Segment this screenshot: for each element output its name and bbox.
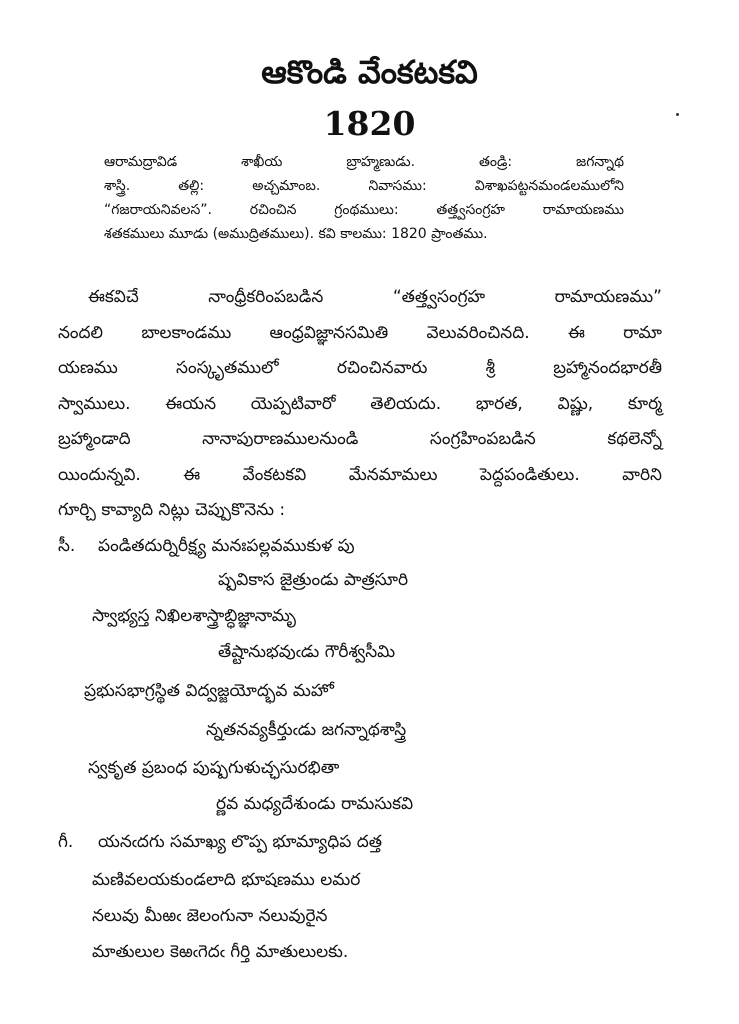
poem-line: తేష్టానుభవుఁడు గౌరీశ్వసీమి xyxy=(218,642,396,662)
poem-line: ష్పవికాస జైత్రుండు పాత్రసూరి xyxy=(218,570,409,590)
poem-line: స్వకృత ప్రబంధ పుష్పగుళుచ్ఛసురభితా xyxy=(88,758,340,778)
poem-line: యనఁదగు సమాఖ్య లొప్ప భూమ్యాధిప దత్త xyxy=(98,832,382,852)
introduction-paragraph xyxy=(58,280,662,529)
poem-line: ప్రభుసభాగ్రస్థిత విద్వజ్జయోద్భవ మహో xyxy=(84,681,334,701)
poem-line: మణివలయకుండలాది భూషణము లమర xyxy=(92,870,361,890)
bio-line: ఆరామద్రావిడ శాఖీయ బ్రాహ్మణుడు. తండ్రి: జగన్నాథ xyxy=(104,154,624,170)
paragraph-line: గూర్చి కావ్యాది నిట్లు చెప్పుకొనెను : xyxy=(58,500,286,520)
poem-line: మాతులుల కెఱఁగెదఁ గీర్తి మాతులులకు. xyxy=(92,942,349,962)
paragraph-line: నందలి బాలకాండము ఆంధ్రవిజ్ఞానసమితి వెలువరించినది. ఈ రామా xyxy=(58,322,662,343)
biography-block xyxy=(104,150,624,246)
poem-line: స్వాభ్యస్త నిఖిలశాస్త్రాబ్ధిజ్ఞానామృ xyxy=(92,606,296,626)
poem-line: ర్ణవ మధ్యదేశుండు రామసుకవి xyxy=(216,794,414,814)
poem-line: న్నతనవ్యకీర్తుఁడు జగన్నాథశాస్త్రి xyxy=(206,720,407,740)
scan-speck xyxy=(676,113,679,116)
poet-year: 1820 xyxy=(323,104,416,143)
geeta-marker: గీ. xyxy=(58,832,74,852)
poem-line: నలువు మీఱఁ జెలంగునా నలువురైన xyxy=(92,906,328,926)
sisa-marker: సీ. xyxy=(58,536,76,556)
paragraph-line: యణము సంస్కృతములో రచించినవారు శ్రీ బ్రహ్మానందభారతీ xyxy=(58,358,662,378)
paragraph-line: స్వాములు. ఈయన యెప్పటివారో తెలియదు. భారత, విష్ణు, కూర్మ xyxy=(58,393,662,414)
paragraph-line: ఈకవిచే నాంధ్రీకరింపబడిన “తత్త్వసంగ్రహ రామాయణము” xyxy=(88,287,662,307)
bio-line: శాస్త్రి. తల్లి: అచ్చమాంబ. నివాసము: విశాఖపట్టనమండలములోని xyxy=(104,178,624,194)
bio-line: “గజరాయనివలస”. రచించిన గ్రంథములు: తత్త్వసంగ్రహ రామాయణము xyxy=(104,202,624,218)
paragraph-line: యిందున్నవి. ఈ వేంకటకవి మేనమామలు పెద్దపండితులు. వారిని xyxy=(58,464,662,485)
bio-line: శతకములు మూడు (అముద్రితములు). కవి కాలము: 1820 ప్రాంతము. xyxy=(104,226,488,242)
paragraph-line: బ్రహ్మాండాది నానాపురాణములనుండి సంగ్రహింపబడిన కథలెన్నో xyxy=(58,429,662,449)
poet-title: ఆకొండి వేంకటకవి xyxy=(261,53,478,91)
poem-line: పండితదుర్నిరీక్ష్య మనఃపల్లవముకుళ పు xyxy=(98,536,355,556)
